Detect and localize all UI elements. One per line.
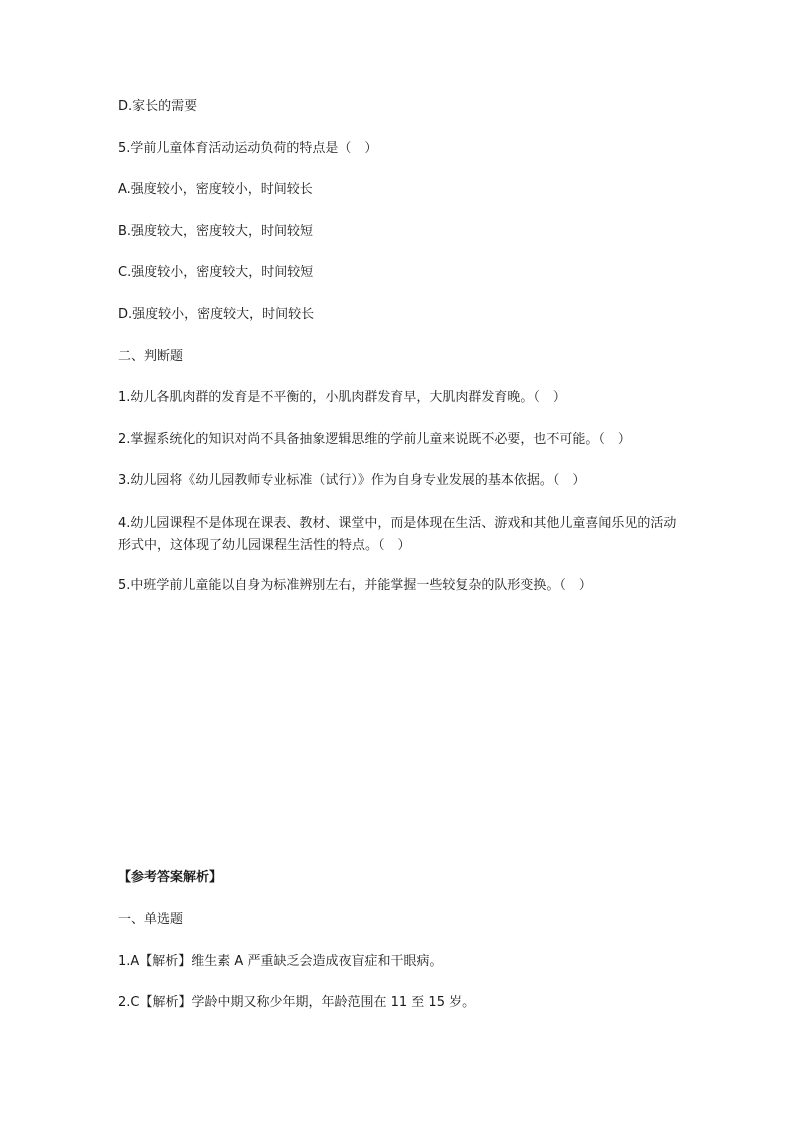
q5-option-d: D.强度较小，密度较大，时间较长 [118, 307, 315, 322]
q4-option-d: D.家长的需要 [118, 99, 198, 114]
answer-item-2: 2.C【解析】学龄中期又称少年期，年龄范围在 11 至 15 岁。 [118, 995, 476, 1010]
judgment-item-2: 2.掌握系统化的知识对尚不具备抽象逻辑思维的学前儿童来说既不必要，也不可能。（ ） [118, 432, 631, 447]
judgment-item-3: 3.幼儿园将《幼儿园教师专业标准（试行）》作为自身专业发展的基本依据。（ ） [118, 473, 586, 488]
q5-option-c: C.强度较小，密度较大，时间较短 [118, 265, 314, 280]
answers-title: 【参考答案解析】 [118, 870, 223, 885]
answer-item-1: 1.A【解析】维生素 A 严重缺乏会造成夜盲症和干眼病。 [118, 954, 443, 969]
judgment-item-1: 1.幼儿各肌肉群的发育是不平衡的，小肌肉群发育早，大肌肉群发育晚。（ ） [118, 390, 566, 405]
q5-option-b: B.强度较大，密度较大，时间较短 [118, 224, 314, 239]
q5-stem: 5.学前儿童体育活动运动负荷的特点是（ ） [118, 141, 378, 156]
judgment-heading: 二、判断题 [118, 349, 184, 364]
judgment-item-5: 5.中班学前儿童能以自身为标准辨别左右，并能掌握一些较复杂的队形变换。（ ） [118, 578, 592, 593]
answers-section: 一、单选题 [118, 912, 184, 927]
judgment-item-4: 4.幼儿园课程不是体现在课表、教材、课堂中，而是体现在生活、游戏和其他儿童喜闻乐见的活动形式中，这体现了幼儿园课程生活性的特点。（ ） [118, 516, 677, 553]
q5-option-a: A.强度较小，密度较小，时间较长 [118, 182, 313, 197]
